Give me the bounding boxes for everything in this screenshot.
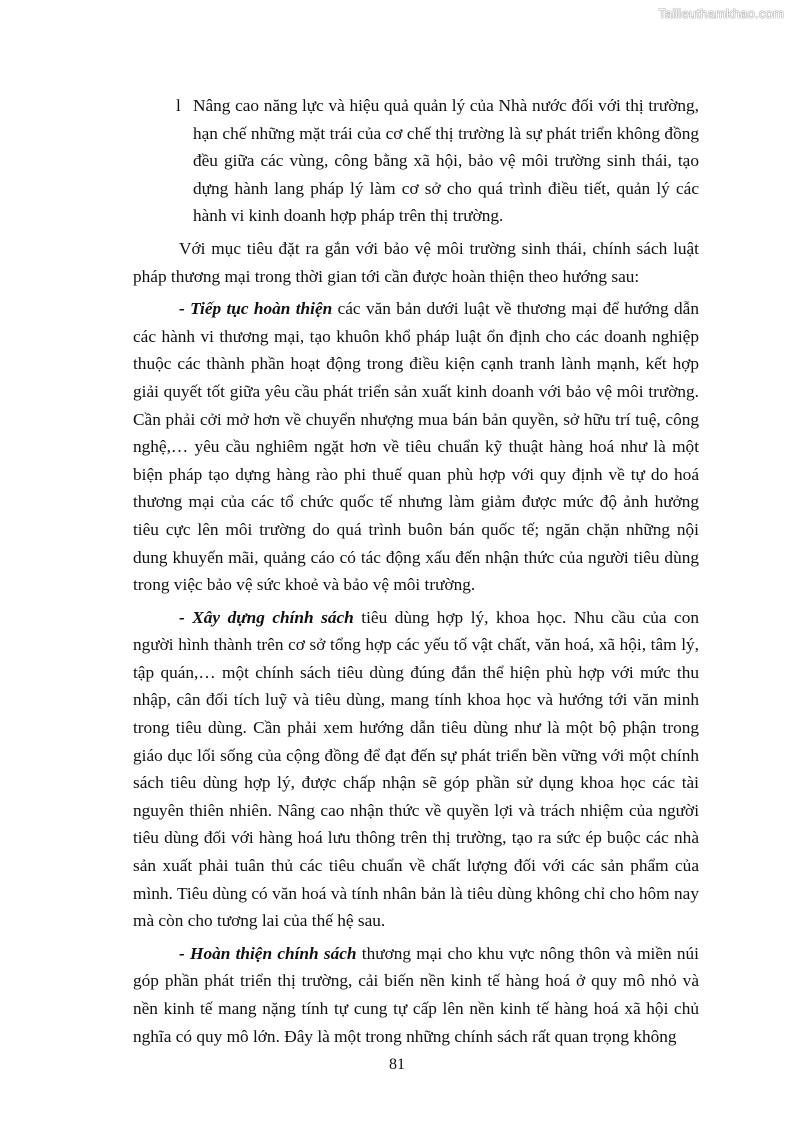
policy-paragraph-1 [133, 295, 699, 599]
paragraph-text: thương mại cho khu vực nông thôn và miền núi góp phần phát triển thị trường, cải biến nền kinh tế hàng hoá ở quy mô nhỏ và nền kinh tế mang nặng tính tự cung tự cấp lên nền kinh tế hàng hoá xã hội chủ nghĩa có quy mô lớn. Đây là một trong những chính sách rất quan trọng không [133, 943, 699, 1046]
intro-paragraph: Với mục tiêu đặt ra gắn với bảo vệ môi trường sinh thái, chính sách luật pháp thương mại trong thời gian tới cần được hoàn thiện theo hướng sau: [133, 238, 699, 286]
policy-paragraph-2 [133, 604, 699, 935]
paragraph-text: các văn bản dưới luật về thương mại để hướng dẫn các hành vi thương mại, tạo khuôn khổ pháp luật ổn định cho các doanh nghiệp thuộc các thành phần hoạt động trong điều kiện cạnh tranh lành mạnh, kết hợp giải quyết tốt giữa yêu cầu phát triển sản xuất kinh doanh với bảo vệ môi trường. Cần phải cởi mở hơn về chuyển nhượng mua bán bản quyền, sở hữu trí tuệ, công nghệ,… yêu cầu nghiêm ngặt hơn về tiêu chuẩn kỹ thuật hàng hoá như là một biện pháp tạo dựng hàng rào phi thuế quan phù hợp với quy định về tự do hoá thương mại của các tổ chức quốc tế nhưng làm giảm được mức độ ảnh hưởng tiêu cực lên môi trường do quá trình buôn bán quốc tế; ngăn chặn những nội dung khuyến mãi, quảng cáo có tác động xấu đến nhận thức của người tiêu dùng trong việc bảo vệ sức khoẻ và bảo vệ môi trường. [133, 299, 699, 595]
page-number: 81 [389, 1056, 405, 1073]
policy-paragraph-3 [133, 940, 699, 1050]
document-body [133, 92, 699, 1055]
paragraph-text: tiêu dùng hợp lý, khoa học. Nhu cầu của con người hình thành trên cơ sở tổng hợp các yếu tố vật chất, văn hoá, xã hội, tâm lý, tập quán,… một chính sách tiêu dùng đúng đắn thể hiện phù hợp với mức thu nhập, cân đối tích luỹ và tiêu dùng, mang tính khoa học và hướng tới văn minh trong tiêu dùng. Cần phải xem hướng dẫn tiêu dùng như là một bộ phận trong giáo dục lối sống của cộng đồng để đạt đến sự phát triển bền vững với một chính sách tiêu dùng hợp lý, được chấp nhận sẽ góp phần sử dụng khoa học các tài nguyên thiên nhiên. Nâng cao nhận thức về quyền lợi và trách nhiệm của người tiêu dùng đối với hàng hoá lưu thông trên thị trường, tạo ra sức ép buộc các nhà sản xuất phải tuân thủ các tiêu chuẩn về chất lượng đối với các sản phẩm của mình. Tiêu dùng có văn hoá và tính nhân bản là tiêu dùng không chỉ cho hôm nay mà còn cho tương lai của thế hệ sau. [133, 607, 699, 931]
paragraph-lead: - Tiếp tục hoàn thiện [179, 299, 333, 319]
bullet-text: Nâng cao năng lực và hiệu quả quản lý của Nhà nước đối với thị trường, hạn chế những mặt trái của cơ chế thị trường là sự phát triển không đồng đều giữa các vùng, công bằng xã hội, bảo vệ môi trường sinh thái, tạo dựng hành lang pháp lý làm cơ sở cho quá trình điều tiết, quản lý các hành vi kinh doanh hợp pháp trên thị trường. [193, 96, 699, 226]
bullet-marker: l [176, 96, 181, 115]
bullet-paragraph [133, 92, 699, 230]
paragraph-lead: - Hoàn thiện chính sách [179, 943, 357, 963]
paragraph-lead: - Xây dựng chính sách [179, 607, 354, 627]
watermark-text: Tailieuthamkhao.com [658, 6, 784, 21]
